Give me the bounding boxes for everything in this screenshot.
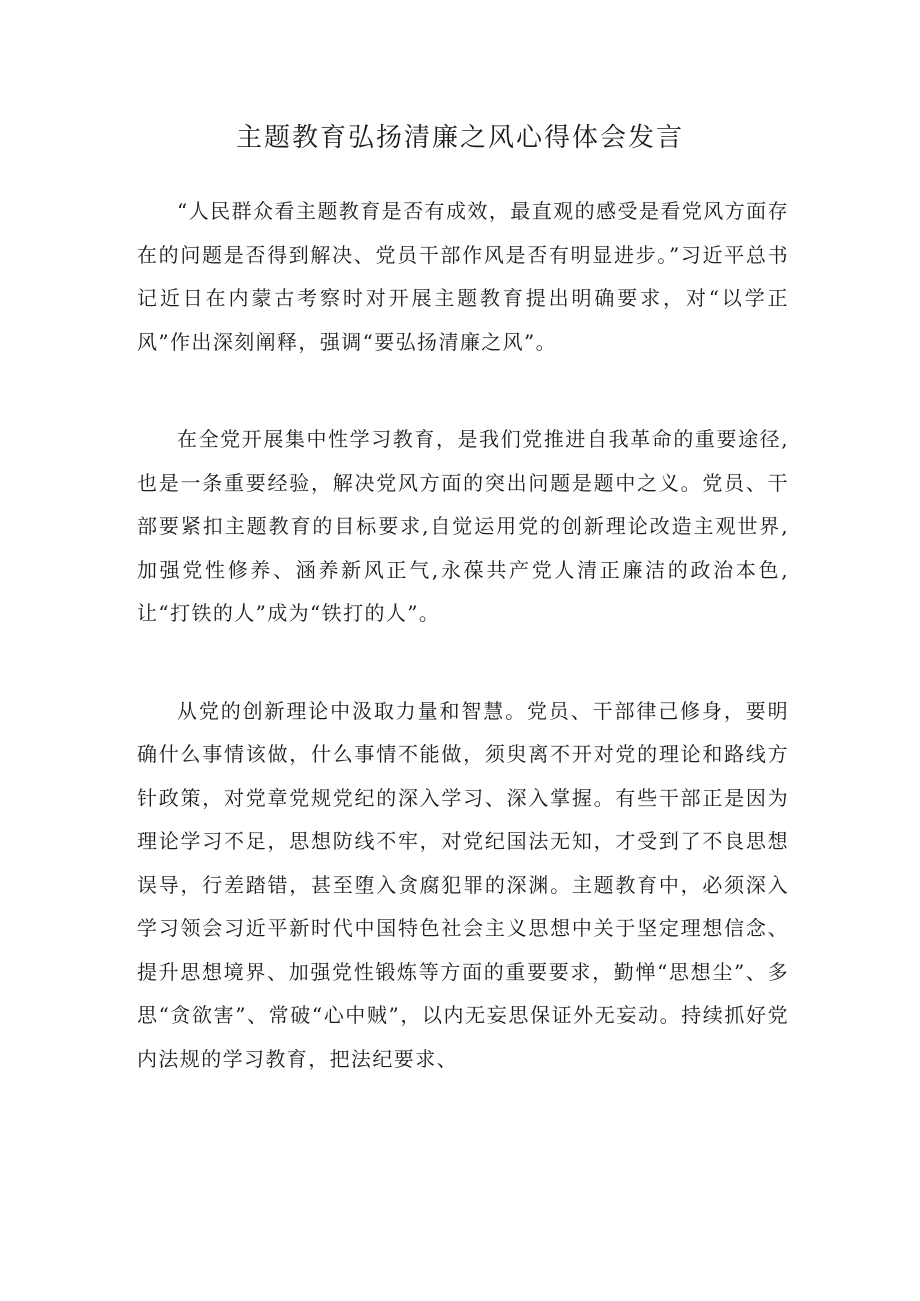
document-title: 主题教育弘扬清廉之风心得体会发言 [235,123,684,153]
paragraph-2: 在全党开展集中性学习教育，是我们党推进自我革命的重要途径,也是一条重要经验，解决党风方面的突出问题是题中之义。党员、干部要紧扣主题教育的目标要求,自觉运用党的创新理论改造主观世界,加强党性修养、涵养新风正气,永葆共产党人清正廉洁的政治本色,让“打铁的人”成为“铁打的人”。 [137,427,789,625]
paragraph-1: “人民群众看主题教育是否有成效，最直观的感受是看党风方面存在的问题是否得到解决、党员干部作风是否有明显进步。”习近平总书记近日在内蒙古考察时对开展主题教育提出明确要求，对“以学正风”作出深刻阐释，强调“要弘扬清廉之风”。 [137,199,789,354]
paragraph-3: 从党的创新理论中汲取力量和智慧。党员、干部律己修身，要明确什么事情该做，什么事情不能做，须臾离不开对党的理论和路线方针政策，对党章党规党纪的深入学习、深入掌握。有些干部正是因为理论学习不足，思想防线不牢，对党纪国法无知，才受到了不良思想误导，行差踏错，甚至堕入贪腐犯罪的深渊。主题教育中，必须深入学习领会习近平新时代中国特色社会主义思想中关于坚定理想信念、提升思想境界、加强党性锻炼等方面的重要要求，勤惮“思想尘”、多思“贪欲害”、常破“心中贼”，以内无妄思保证外无妄动。持续抓好党内法规的学习教育，把法纪要求、 [137,698,789,1071]
document-body [137,190,789,1081]
